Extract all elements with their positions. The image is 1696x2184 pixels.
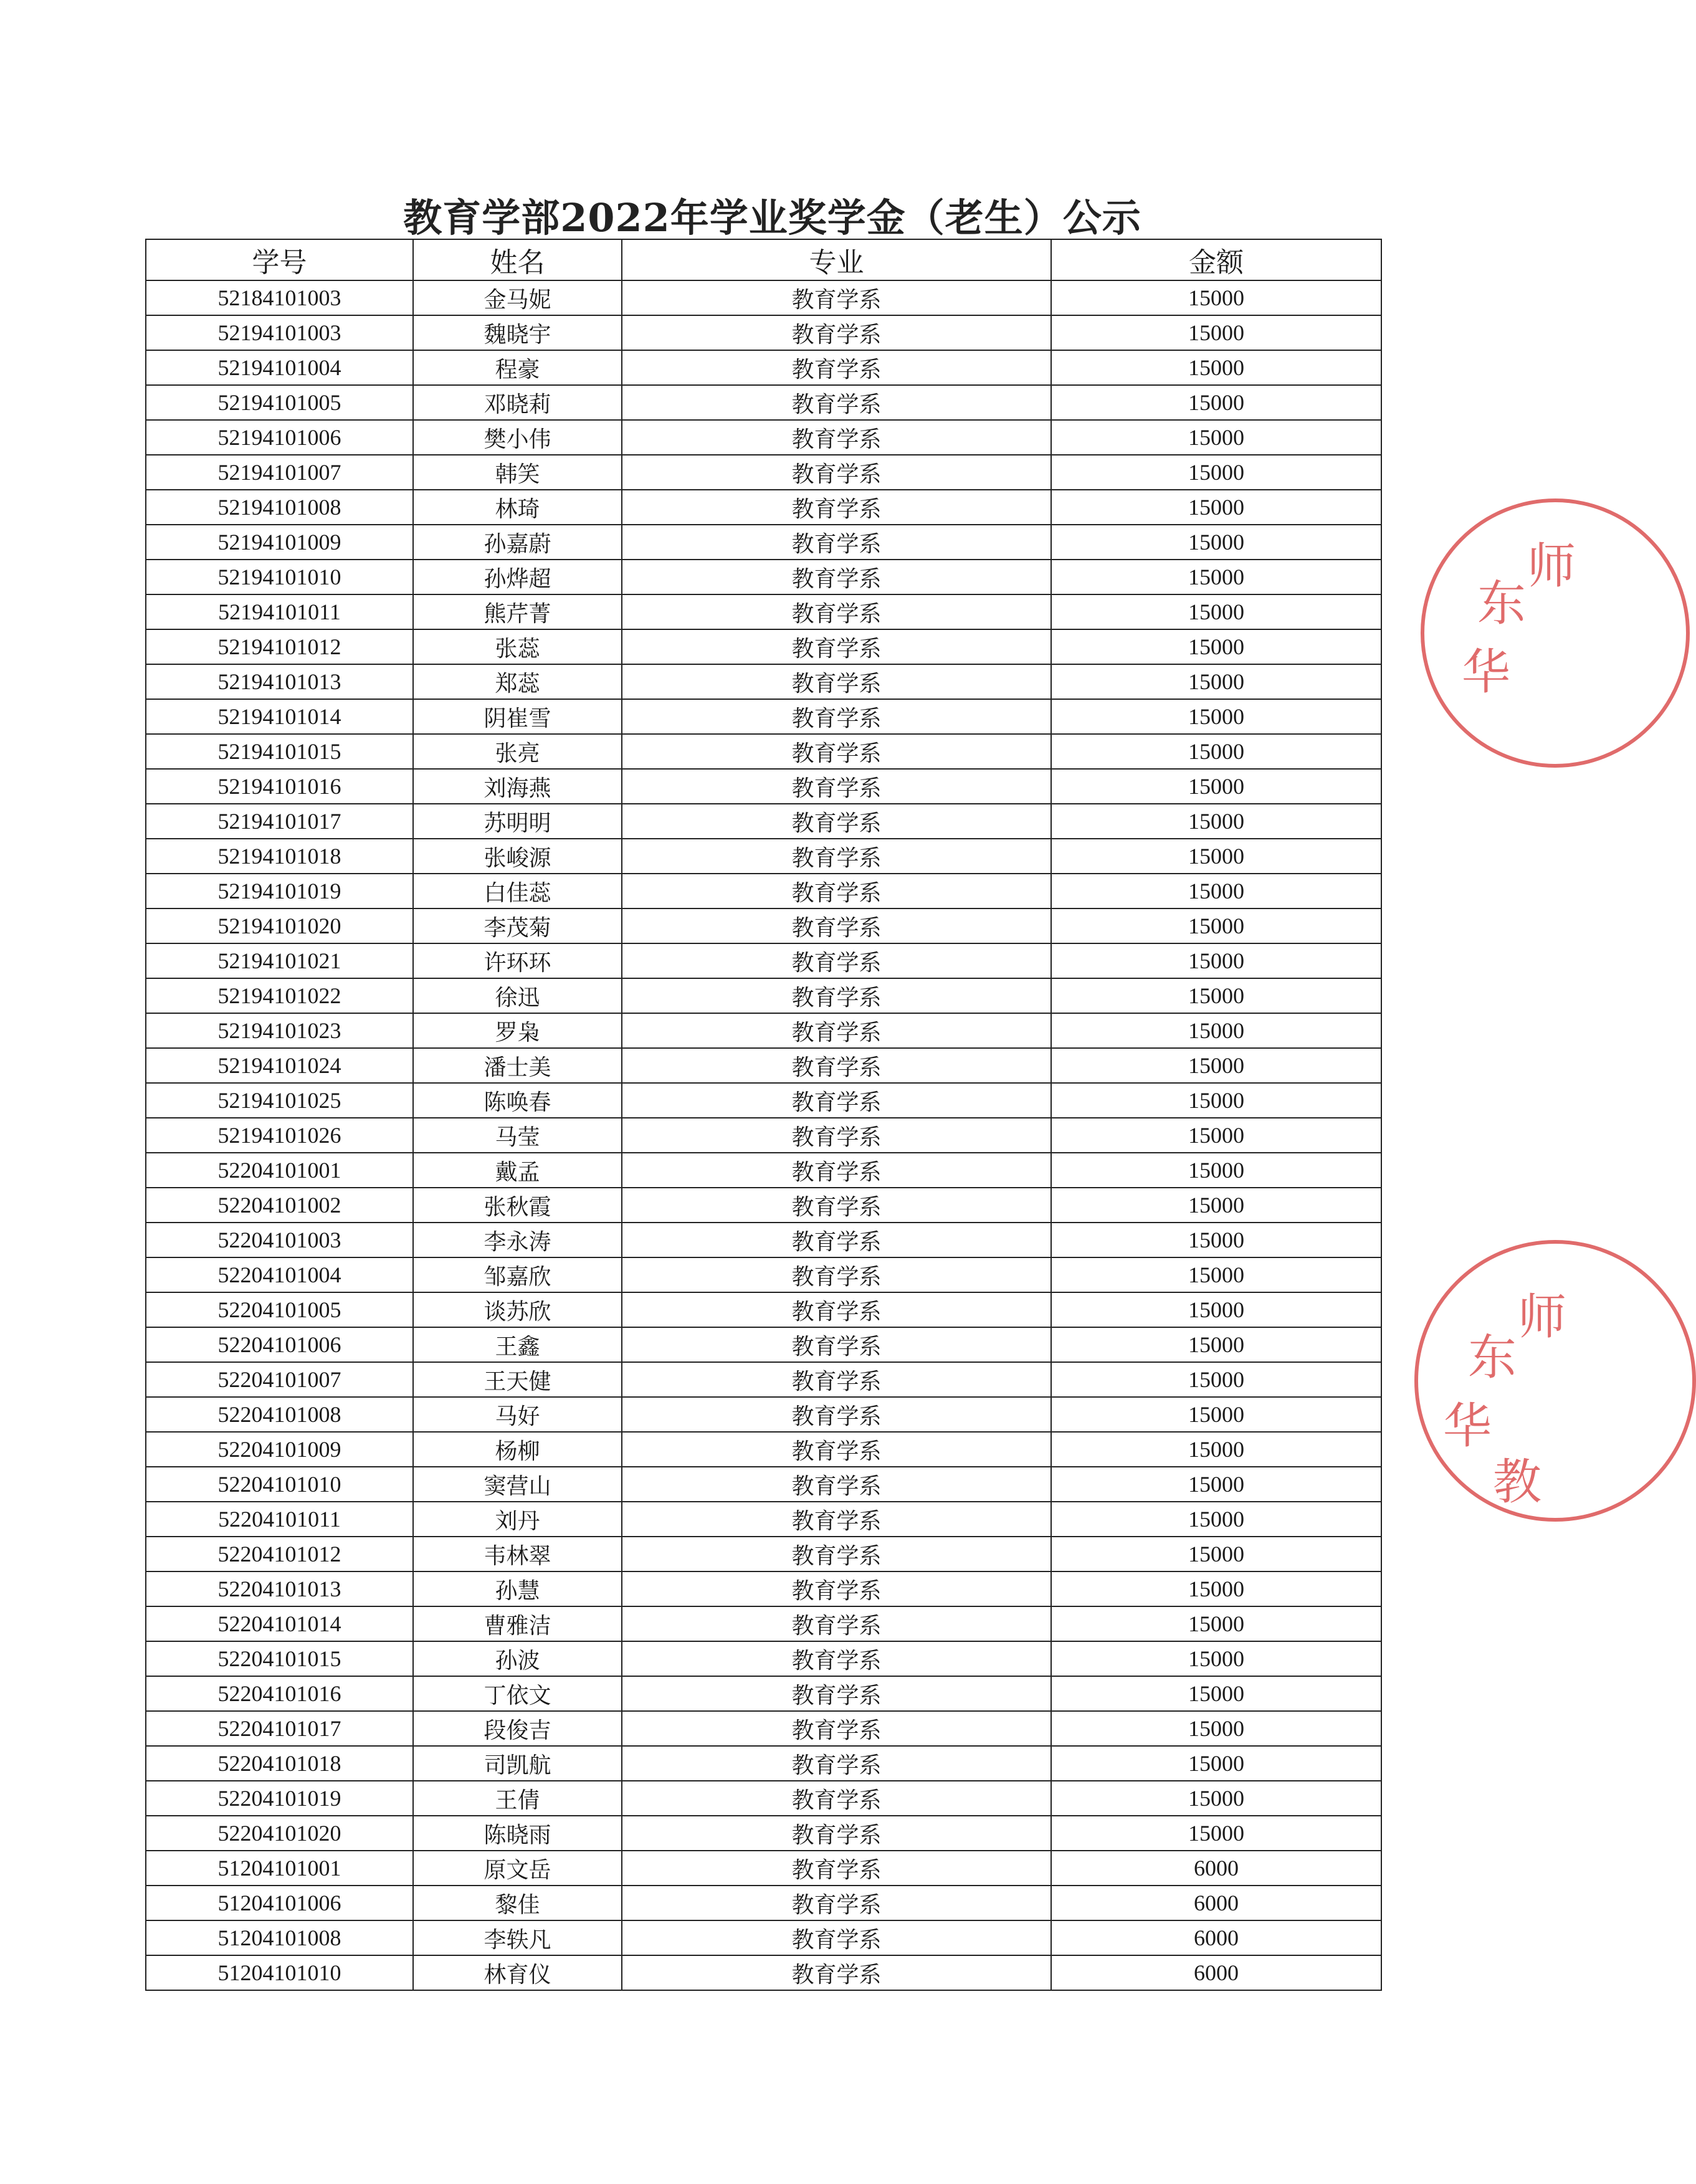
amount-cell: 6000 — [1051, 1955, 1381, 1990]
student-id-cell: 52194101018 — [146, 839, 413, 874]
name-cell: 郑蕊 — [413, 664, 622, 699]
name-cell: 曹雅洁 — [413, 1606, 622, 1641]
table-row — [146, 1502, 1381, 1537]
table-row — [146, 943, 1381, 978]
name-cell: 孙波 — [413, 1641, 622, 1676]
name-cell: 王倩 — [413, 1781, 622, 1816]
name-cell: 刘海燕 — [413, 769, 622, 804]
scholarship-table — [145, 239, 1382, 1991]
table-row — [146, 385, 1381, 420]
name-cell: 李永涛 — [413, 1223, 622, 1257]
major-cell: 教育学系 — [622, 1711, 1051, 1746]
student-id-cell: 52194101025 — [146, 1083, 413, 1118]
major-cell: 教育学系 — [622, 1537, 1051, 1571]
column-header-major: 专业 — [622, 239, 1051, 280]
major-cell: 教育学系 — [622, 1467, 1051, 1502]
name-cell: 程豪 — [413, 350, 622, 385]
table-row — [146, 1816, 1381, 1851]
amount-cell: 15000 — [1051, 1746, 1381, 1781]
table-row — [146, 1571, 1381, 1606]
amount-cell: 15000 — [1051, 908, 1381, 943]
name-cell: 韦林翠 — [413, 1537, 622, 1571]
student-id-cell: 51204101010 — [146, 1955, 413, 1990]
table-row — [146, 1851, 1381, 1886]
student-id-cell: 52194101004 — [146, 350, 413, 385]
student-id-cell: 52194101020 — [146, 908, 413, 943]
student-id-cell: 52204101013 — [146, 1571, 413, 1606]
amount-cell: 15000 — [1051, 1083, 1381, 1118]
amount-cell: 15000 — [1051, 1432, 1381, 1467]
table-row — [146, 1397, 1381, 1432]
table-row — [146, 1362, 1381, 1397]
student-id-cell: 52194101006 — [146, 420, 413, 455]
amount-cell: 15000 — [1051, 525, 1381, 560]
amount-cell: 15000 — [1051, 455, 1381, 490]
amount-cell: 15000 — [1051, 734, 1381, 769]
amount-cell: 15000 — [1051, 943, 1381, 978]
major-cell: 教育学系 — [622, 1327, 1051, 1362]
major-cell: 教育学系 — [622, 1746, 1051, 1781]
student-id-cell: 52194101022 — [146, 978, 413, 1013]
major-cell: 教育学系 — [622, 629, 1051, 664]
name-cell: 林育仪 — [413, 1955, 622, 1990]
table-row — [146, 1641, 1381, 1676]
major-cell: 教育学系 — [622, 1955, 1051, 1990]
name-cell: 陈晓雨 — [413, 1816, 622, 1851]
student-id-cell: 52194101010 — [146, 560, 413, 594]
table-row — [146, 1606, 1381, 1641]
name-cell: 马好 — [413, 1397, 622, 1432]
student-id-cell: 51204101006 — [146, 1886, 413, 1920]
major-cell: 教育学系 — [622, 1257, 1051, 1292]
amount-cell: 15000 — [1051, 315, 1381, 350]
student-id-cell: 52204101003 — [146, 1223, 413, 1257]
table-row — [146, 1223, 1381, 1257]
student-id-cell: 52204101012 — [146, 1537, 413, 1571]
student-id-cell: 52204101008 — [146, 1397, 413, 1432]
amount-cell: 15000 — [1051, 1118, 1381, 1153]
student-id-cell: 52194101009 — [146, 525, 413, 560]
name-cell: 白佳蕊 — [413, 874, 622, 908]
major-cell: 教育学系 — [622, 420, 1051, 455]
major-cell: 教育学系 — [622, 734, 1051, 769]
column-header-student-id: 学号 — [146, 239, 413, 280]
name-cell: 谈苏欣 — [413, 1292, 622, 1327]
amount-cell: 15000 — [1051, 1013, 1381, 1048]
table-row — [146, 629, 1381, 664]
amount-cell: 15000 — [1051, 1362, 1381, 1397]
student-id-cell: 51204101001 — [146, 1851, 413, 1886]
student-id-cell: 51204101008 — [146, 1920, 413, 1955]
major-cell: 教育学系 — [622, 1920, 1051, 1955]
name-cell: 戴孟 — [413, 1153, 622, 1188]
amount-cell: 15000 — [1051, 560, 1381, 594]
amount-cell: 15000 — [1051, 490, 1381, 525]
major-cell: 教育学系 — [622, 1083, 1051, 1118]
name-cell: 陈唤春 — [413, 1083, 622, 1118]
amount-cell: 15000 — [1051, 1292, 1381, 1327]
seal-char: 东 — [1477, 576, 1527, 632]
major-cell: 教育学系 — [622, 525, 1051, 560]
name-cell: 司凯航 — [413, 1746, 622, 1781]
name-cell: 罗枭 — [413, 1013, 622, 1048]
table-row — [146, 1327, 1381, 1362]
table-row — [146, 594, 1381, 629]
name-cell: 张亮 — [413, 734, 622, 769]
name-cell: 张秋霞 — [413, 1188, 622, 1223]
amount-cell: 15000 — [1051, 1816, 1381, 1851]
student-id-cell: 52204101017 — [146, 1711, 413, 1746]
major-cell: 教育学系 — [622, 1362, 1051, 1397]
student-id-cell: 52194101007 — [146, 455, 413, 490]
student-id-cell: 52204101004 — [146, 1257, 413, 1292]
amount-cell: 6000 — [1051, 1886, 1381, 1920]
amount-cell: 15000 — [1051, 874, 1381, 908]
student-id-cell: 52204101014 — [146, 1606, 413, 1641]
column-header-amount: 金额 — [1051, 239, 1381, 280]
major-cell: 教育学系 — [622, 560, 1051, 594]
student-id-cell: 52194101026 — [146, 1118, 413, 1153]
major-cell: 教育学系 — [622, 804, 1051, 839]
table-row — [146, 1257, 1381, 1292]
amount-cell: 15000 — [1051, 1397, 1381, 1432]
student-id-cell: 52204101018 — [146, 1746, 413, 1781]
name-cell: 张蕊 — [413, 629, 622, 664]
major-cell: 教育学系 — [622, 1223, 1051, 1257]
major-cell: 教育学系 — [622, 1571, 1051, 1606]
amount-cell: 6000 — [1051, 1851, 1381, 1886]
name-cell: 段俊吉 — [413, 1711, 622, 1746]
amount-cell: 15000 — [1051, 350, 1381, 385]
student-id-cell: 52194101005 — [146, 385, 413, 420]
student-id-cell: 52204101016 — [146, 1676, 413, 1711]
table-row — [146, 1886, 1381, 1920]
name-cell: 丁依文 — [413, 1676, 622, 1711]
amount-cell: 15000 — [1051, 1327, 1381, 1362]
major-cell: 教育学系 — [622, 1781, 1051, 1816]
major-cell: 教育学系 — [622, 1013, 1051, 1048]
major-cell: 教育学系 — [622, 1641, 1051, 1676]
amount-cell: 15000 — [1051, 1606, 1381, 1641]
table-row — [146, 280, 1381, 315]
name-cell: 熊芹菁 — [413, 594, 622, 629]
student-id-cell: 52194101003 — [146, 315, 413, 350]
major-cell: 教育学系 — [622, 839, 1051, 874]
amount-cell: 15000 — [1051, 1467, 1381, 1502]
name-cell: 孙嘉蔚 — [413, 525, 622, 560]
table-row — [146, 1048, 1381, 1083]
amount-cell: 15000 — [1051, 1048, 1381, 1083]
table-row — [146, 1676, 1381, 1711]
amount-cell: 15000 — [1051, 1676, 1381, 1711]
name-cell: 潘士美 — [413, 1048, 622, 1083]
amount-cell: 15000 — [1051, 1153, 1381, 1188]
amount-cell: 15000 — [1051, 1537, 1381, 1571]
seal-char: 华 — [1443, 1398, 1492, 1454]
name-cell: 王天健 — [413, 1362, 622, 1397]
name-cell: 林琦 — [413, 490, 622, 525]
major-cell: 教育学系 — [622, 1397, 1051, 1432]
table-row — [146, 769, 1381, 804]
student-id-cell: 52194101015 — [146, 734, 413, 769]
major-cell: 教育学系 — [622, 1432, 1051, 1467]
table-body — [146, 280, 1381, 1990]
major-cell: 教育学系 — [622, 1886, 1051, 1920]
table-row — [146, 420, 1381, 455]
name-cell: 金马妮 — [413, 280, 622, 315]
student-id-cell: 52184101003 — [146, 280, 413, 315]
major-cell: 教育学系 — [622, 280, 1051, 315]
name-cell: 黎佳 — [413, 1886, 622, 1920]
major-cell: 教育学系 — [622, 1118, 1051, 1153]
table-row — [146, 455, 1381, 490]
major-cell: 教育学系 — [622, 908, 1051, 943]
table-row — [146, 1013, 1381, 1048]
table-row — [146, 839, 1381, 874]
major-cell: 教育学系 — [622, 769, 1051, 804]
table-row — [146, 1920, 1381, 1955]
table-row — [146, 315, 1381, 350]
student-id-cell: 52194101016 — [146, 769, 413, 804]
table-row — [146, 1781, 1381, 1816]
table-row — [146, 490, 1381, 525]
name-cell: 李轶凡 — [413, 1920, 622, 1955]
table-row — [146, 1537, 1381, 1571]
name-cell: 张峻源 — [413, 839, 622, 874]
name-cell: 邹嘉欣 — [413, 1257, 622, 1292]
official-seal-bottom — [1414, 1240, 1696, 1522]
major-cell: 教育学系 — [622, 1188, 1051, 1223]
table-row — [146, 1955, 1381, 1990]
table-header-row — [146, 239, 1381, 280]
major-cell: 教育学系 — [622, 315, 1051, 350]
student-id-cell: 52204101010 — [146, 1467, 413, 1502]
amount-cell: 15000 — [1051, 699, 1381, 734]
student-id-cell: 52194101014 — [146, 699, 413, 734]
name-cell: 苏明明 — [413, 804, 622, 839]
major-cell: 教育学系 — [622, 1048, 1051, 1083]
amount-cell: 15000 — [1051, 664, 1381, 699]
amount-cell: 15000 — [1051, 280, 1381, 315]
seal-char: 华 — [1462, 644, 1511, 700]
name-cell: 韩笑 — [413, 455, 622, 490]
student-id-cell: 52204101019 — [146, 1781, 413, 1816]
official-seal-top — [1421, 498, 1690, 768]
student-id-cell: 52194101011 — [146, 594, 413, 629]
student-id-cell: 52204101005 — [146, 1292, 413, 1327]
name-cell: 窦营山 — [413, 1467, 622, 1502]
major-cell: 教育学系 — [622, 1606, 1051, 1641]
student-id-cell: 52204101015 — [146, 1641, 413, 1676]
major-cell: 教育学系 — [622, 1676, 1051, 1711]
major-cell: 教育学系 — [622, 874, 1051, 908]
page-title: 教育学部2022年学业奖学金（老生）公示 — [403, 195, 1141, 241]
major-cell: 教育学系 — [622, 1153, 1051, 1188]
amount-cell: 15000 — [1051, 1502, 1381, 1537]
table-row — [146, 1083, 1381, 1118]
table-row — [146, 1432, 1381, 1467]
student-id-cell: 52204101020 — [146, 1816, 413, 1851]
student-id-cell: 52204101011 — [146, 1502, 413, 1537]
student-id-cell: 52204101002 — [146, 1188, 413, 1223]
seal-char: 教 — [1493, 1454, 1542, 1510]
amount-cell: 15000 — [1051, 804, 1381, 839]
name-cell: 原文岳 — [413, 1851, 622, 1886]
major-cell: 教育学系 — [622, 385, 1051, 420]
student-id-cell: 52194101024 — [146, 1048, 413, 1083]
amount-cell: 15000 — [1051, 1571, 1381, 1606]
amount-cell: 15000 — [1051, 1257, 1381, 1292]
table-row — [146, 664, 1381, 699]
amount-cell: 15000 — [1051, 629, 1381, 664]
column-header-name: 姓名 — [413, 239, 622, 280]
name-cell: 李茂菊 — [413, 908, 622, 943]
table-row — [146, 1188, 1381, 1223]
amount-cell: 15000 — [1051, 1781, 1381, 1816]
name-cell: 徐迅 — [413, 978, 622, 1013]
name-cell: 刘丹 — [413, 1502, 622, 1537]
major-cell: 教育学系 — [622, 350, 1051, 385]
amount-cell: 15000 — [1051, 420, 1381, 455]
table-row — [146, 1746, 1381, 1781]
name-cell: 杨柳 — [413, 1432, 622, 1467]
name-cell: 孙烨超 — [413, 560, 622, 594]
major-cell: 教育学系 — [622, 594, 1051, 629]
table-row — [146, 1118, 1381, 1153]
major-cell: 教育学系 — [622, 1816, 1051, 1851]
major-cell: 教育学系 — [622, 978, 1051, 1013]
name-cell: 邓晓莉 — [413, 385, 622, 420]
amount-cell: 15000 — [1051, 1641, 1381, 1676]
student-id-cell: 52204101007 — [146, 1362, 413, 1397]
student-id-cell: 52194101008 — [146, 490, 413, 525]
table-row — [146, 560, 1381, 594]
amount-cell: 15000 — [1051, 594, 1381, 629]
table-row — [146, 1467, 1381, 1502]
amount-cell: 15000 — [1051, 839, 1381, 874]
table-row — [146, 874, 1381, 908]
major-cell: 教育学系 — [622, 1851, 1051, 1886]
major-cell: 教育学系 — [622, 455, 1051, 490]
table-row — [146, 1292, 1381, 1327]
amount-cell: 15000 — [1051, 1711, 1381, 1746]
student-id-cell: 52204101001 — [146, 1153, 413, 1188]
student-id-cell: 52204101009 — [146, 1432, 413, 1467]
major-cell: 教育学系 — [622, 664, 1051, 699]
table-row — [146, 350, 1381, 385]
name-cell: 许环环 — [413, 943, 622, 978]
table-row — [146, 908, 1381, 943]
student-id-cell: 52194101019 — [146, 874, 413, 908]
seal-char: 师 — [1527, 538, 1576, 594]
table-row — [146, 699, 1381, 734]
major-cell: 教育学系 — [622, 943, 1051, 978]
table-row — [146, 978, 1381, 1013]
table-row — [146, 734, 1381, 769]
amount-cell: 15000 — [1051, 1223, 1381, 1257]
table-row — [146, 1153, 1381, 1188]
major-cell: 教育学系 — [622, 699, 1051, 734]
amount-cell: 15000 — [1051, 769, 1381, 804]
seal-char: 东 — [1468, 1330, 1517, 1386]
student-id-cell: 52194101023 — [146, 1013, 413, 1048]
student-id-cell: 52194101012 — [146, 629, 413, 664]
name-cell: 樊小伟 — [413, 420, 622, 455]
student-id-cell: 52194101021 — [146, 943, 413, 978]
major-cell: 教育学系 — [622, 1292, 1051, 1327]
student-id-cell: 52194101013 — [146, 664, 413, 699]
name-cell: 阴崔雪 — [413, 699, 622, 734]
student-id-cell: 52204101006 — [146, 1327, 413, 1362]
student-id-cell: 52194101017 — [146, 804, 413, 839]
table-row — [146, 1711, 1381, 1746]
seal-char: 师 — [1518, 1289, 1567, 1345]
amount-cell: 15000 — [1051, 385, 1381, 420]
major-cell: 教育学系 — [622, 1502, 1051, 1537]
major-cell: 教育学系 — [622, 490, 1051, 525]
table-row — [146, 525, 1381, 560]
amount-cell: 6000 — [1051, 1920, 1381, 1955]
name-cell: 王鑫 — [413, 1327, 622, 1362]
amount-cell: 15000 — [1051, 1188, 1381, 1223]
amount-cell: 15000 — [1051, 978, 1381, 1013]
name-cell: 马莹 — [413, 1118, 622, 1153]
name-cell: 孙慧 — [413, 1571, 622, 1606]
name-cell: 魏晓宇 — [413, 315, 622, 350]
table-row — [146, 804, 1381, 839]
